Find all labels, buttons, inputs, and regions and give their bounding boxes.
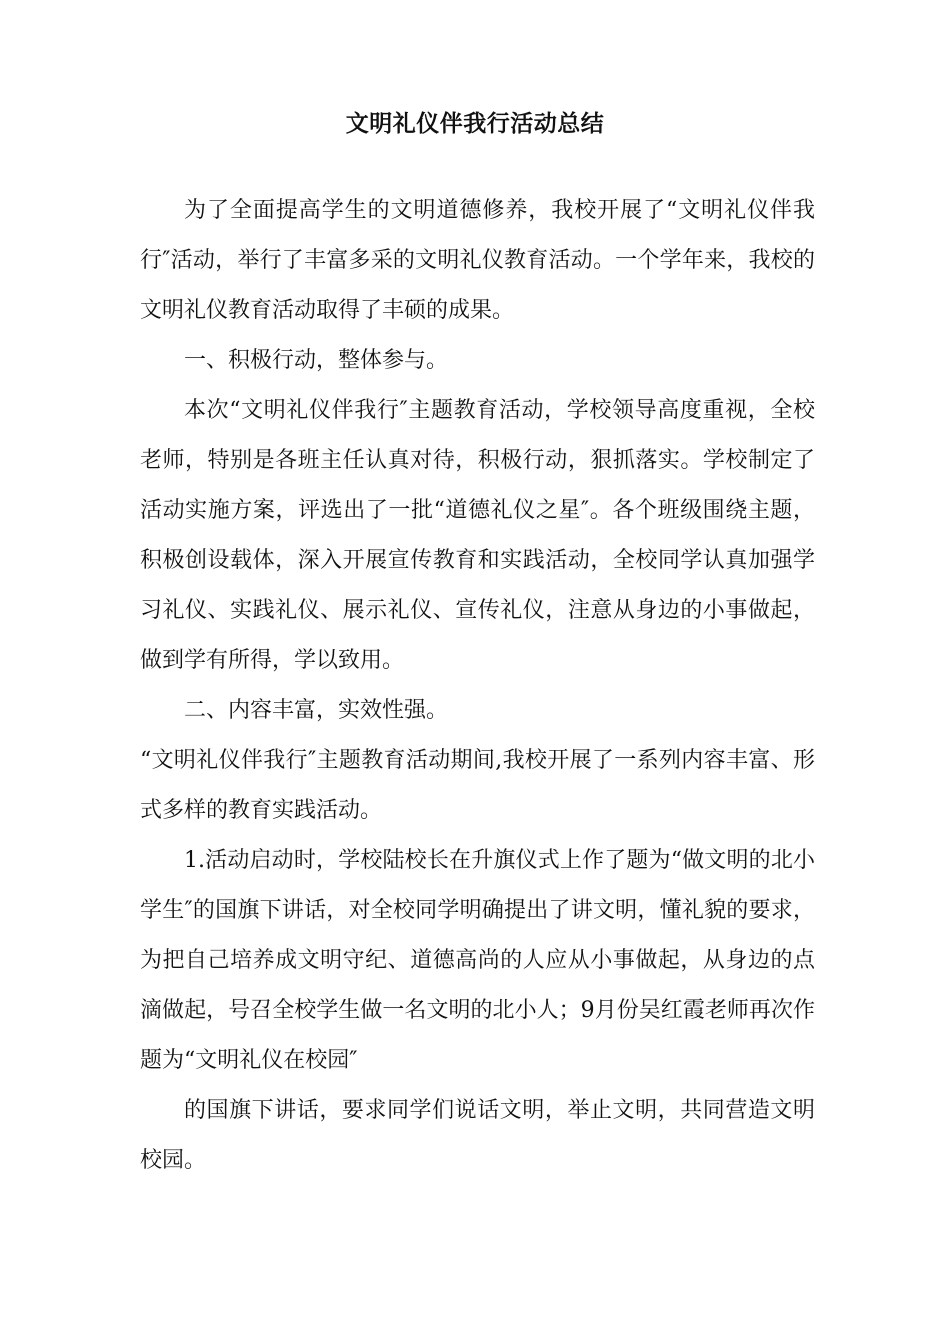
section-heading-1: 一、积极行动，整体参与。 [184,348,449,373]
paragraph-section-1: 本次“文明礼仪伴我行″主题教育活动，学校领导高度重视，全校老师，特别是各班主任认真对待，积极行动，狠抓落实。学校制定了活动实施方案，评选出了一批“道德礼仪之星″。各个班级围绕主题，积极创设载体，深入开展宣传教育和实践活动，全校同学认真加强学习礼仪、实践礼仪、展示礼仪、宣传礼仪，注意从身边的小事做起，做到学有所得，学以致用。 [140,398,815,673]
document-body [140,186,815,1186]
paragraph-item-1: 1.活动启动时，学校陆校长在升旗仪式上作了题为“做文明的北小学生″的国旗下讲话，对全校同学明确提出了讲文明，懂礼貌的要求，为把自己培养成文明守纪、道德高尚的人应从小事做起，从身边的点滴做起，号召全校学生做一名文明的北小人；9月份吴红霞老师再次作题为“文明礼仪在校园″ [140,848,815,1073]
section-heading-2: 二、内容丰富，实效性强。 [184,698,449,723]
paragraph-section-2: “文明礼仪伴我行″主题教育活动期间,我校开展了一系列内容丰富、形式多样的教育实践活动。 [140,748,815,823]
paragraph-item-1-continued: 的国旗下讲话，要求同学们说话文明，举止文明，共同营造文明校园。 [140,1098,815,1173]
document-title: 文明礼仪伴我行活动总结 [345,110,605,137]
paragraph-intro: 为了全面提高学生的文明道德修养，我校开展了“文明礼仪伴我行″活动，举行了丰富多采的文明礼仪教育活动。一个学年来，我校的文明礼仪教育活动取得了丰硕的成果。 [140,198,815,323]
